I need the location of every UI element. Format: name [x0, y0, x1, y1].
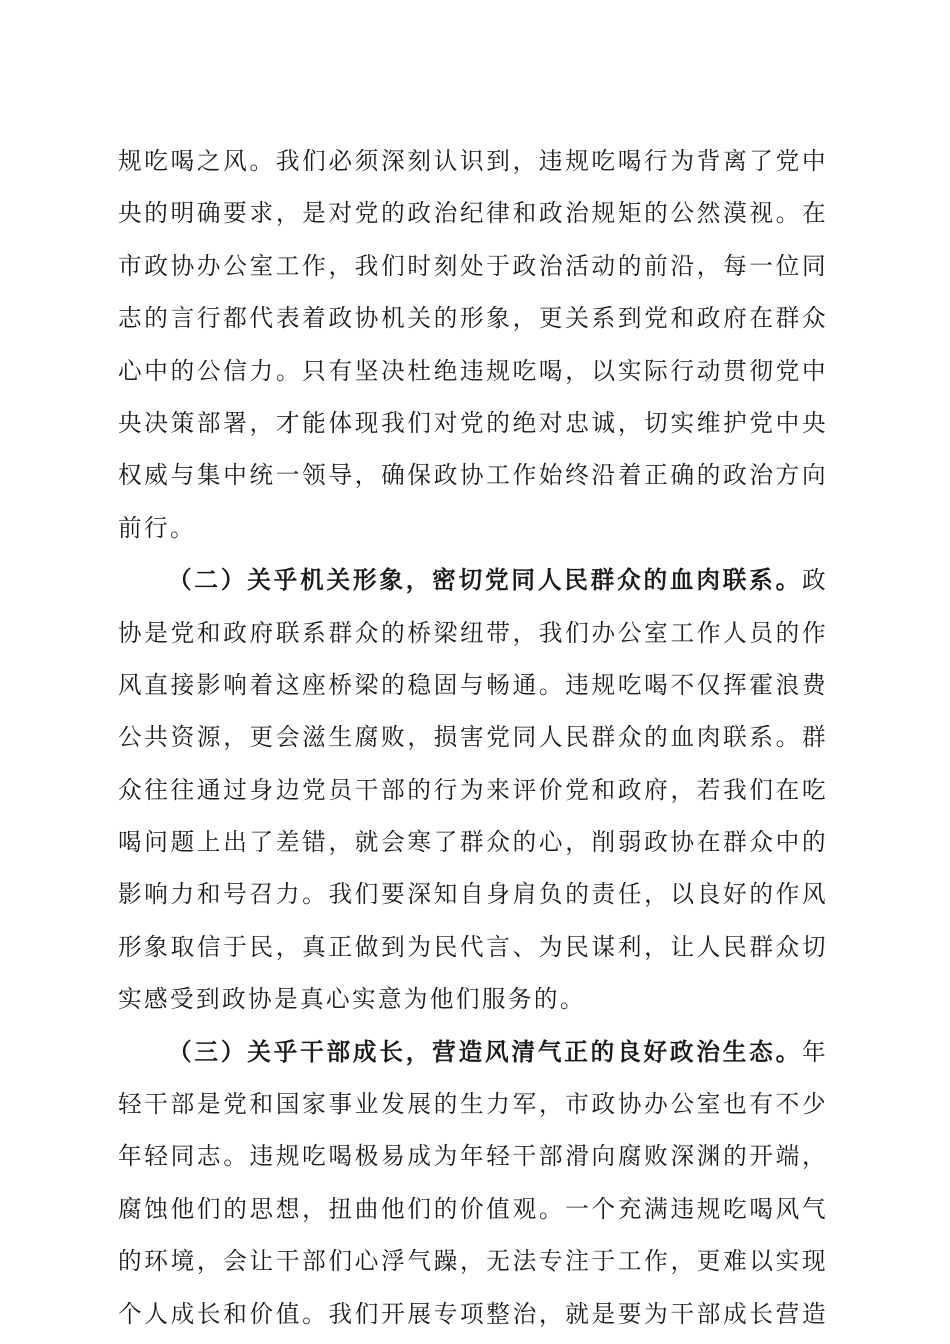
paragraph-line: 公共资源，更会滋生腐败，损害党同人民群众的血肉联系。群	[118, 723, 828, 752]
paragraph-line: 腐蚀他们的思想，扭曲他们的价值观。一个充满违规吃喝风气	[118, 1194, 828, 1223]
section-3-heading-tail: 年	[802, 1037, 828, 1066]
paragraph-line: 个人成长和价值。我们开展专项整治，就是要为干部成长营造	[118, 1299, 828, 1328]
paragraph-line: 轻干部是党和国家事业发展的生力军，市政协办公室也有不少	[118, 1090, 828, 1119]
section-3-heading: （三）关乎干部成长，营造风清气正的良好政治生态。	[168, 1037, 802, 1066]
paragraph-line: 风直接影响着这座桥梁的稳固与畅通。违规吃喝不仅挥霍浪费	[118, 670, 828, 699]
paragraph-line: 喝问题上出了差错，就会寒了群众的心，削弱政协在群众中的	[118, 828, 828, 857]
paragraph-line: 实感受到政协是真心实意为他们服务的。	[118, 985, 586, 1014]
section-2-heading: （二）关乎机关形象，密切党同人民群众的血肉联系。	[168, 566, 802, 595]
paragraph-line: 形象取信于民，真正做到为民代言、为民谋利，让人民群众切	[118, 932, 828, 961]
paragraph-line: 规吃喝之风。我们必须深刻认识到，违规吃喝行为背离了党中	[118, 147, 828, 175]
section-heading-line	[118, 1026, 828, 1078]
paragraph-line: 权威与集中统一领导，确保政协工作始终沿着正确的政治方向	[118, 461, 828, 490]
body-text	[118, 135, 828, 1340]
paragraph-line: 志的言行都代表着政协机关的形象，更关系到党和政府在群众	[118, 304, 828, 333]
paragraph-line: 的环境，会让干部们心浮气躁，无法专注于工作，更难以实现	[118, 1247, 828, 1276]
paragraph-line: 央的明确要求，是对党的政治纪律和政治规矩的公然漠视。在	[118, 199, 828, 228]
paragraph-line: 央决策部署，才能体现我们对党的绝对忠诚，切实维护党中央	[118, 408, 828, 437]
paragraph-line: 前行。	[118, 513, 196, 542]
paragraph-line: 年轻同志。违规吃喝极易成为年轻干部滑向腐败深渊的开端，	[118, 1142, 828, 1171]
section-heading-line	[118, 554, 828, 606]
paragraph-line: 市政协办公室工作，我们时刻处于政治活动的前沿，每一位同	[118, 251, 828, 280]
section-2-heading-tail: 政	[802, 566, 828, 595]
paragraph-line: 影响力和号召力。我们要深知自身肩负的责任，以良好的作风	[118, 880, 828, 909]
paragraph-line: 心中的公信力。只有坚决杜绝违规吃喝，以实际行动贯彻党中	[118, 356, 828, 385]
paragraph-line: 众往往通过身边党员干部的行为来评价党和政府，若我们在吃	[118, 775, 828, 804]
paragraph-line: 协是党和政府联系群众的桥梁纽带，我们办公室工作人员的作	[118, 618, 828, 647]
